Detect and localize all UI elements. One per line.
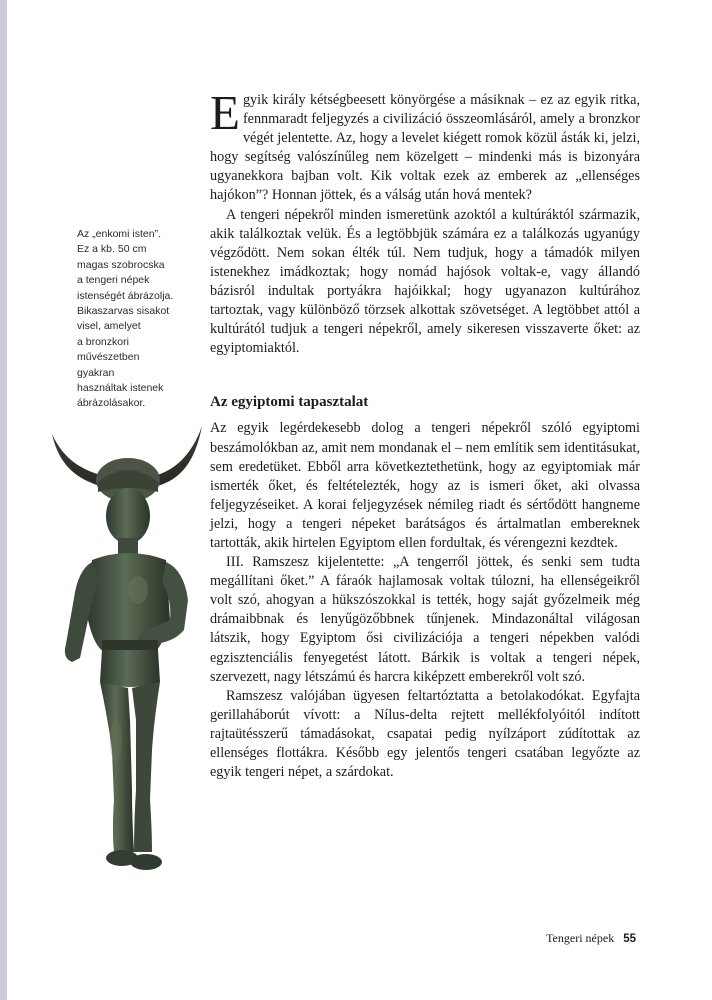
caption-line: használtak istenek (77, 382, 164, 395)
caption-line: Az „enkomi isten”. (77, 228, 162, 240)
caption-line: Bikaszarvas sisakot (77, 305, 170, 318)
caption-line: gyakran (77, 366, 115, 379)
paragraph: III. Ramszesz kijelentette: „A tengerről jöttek, és senki sem tudta megállítani őket.” A fáraók hajlamosak voltak túlozni, ha ellenségeikről volt szó, ahogyan a hükszószokkal is tették, hogy saját győzelmeik még drámaibbnak és lenyűgözőbbnek tűnjenek. Mindazonáltal világosan látszik, hogy Egyiptom ősi civilizációja a tengeri népekben valódi egzisztenciális fenyegetést látott. Bárkik is voltak a tengeri népek, szervezett, nagy létszámú és harcra kiképzett emberekről volt szó. (210, 554, 640, 685)
bronze-horned-god-statue-icon (42, 420, 214, 898)
page-number: 55 (623, 933, 636, 945)
caption-line: a tengeri népek (77, 274, 150, 287)
paragraph: A tengeri népekről minden ismeretünk azoktól a kultúráktól származik, akik találkoztak velük. És a legtöbbjük számára ez a találkozás ugyanúgy végződött. Nem sokan élték túl. Nem tudjuk, hogy a támadók milyen istenekhez imádkoztak; hogy nomád hajósok voltak-e, vagy állandó bázisról indultak portyákra hajóikkal; hogy ugyanazon kultúrához tartoztak, vagy különböző törzsek alkottak szövetséget. A legtöbbet attól a kultúrától tudjuk a tengeri népekről, amely sikeresen visszaverte őket: az egyiptomiaktól. (210, 206, 640, 357)
drop-cap: E (210, 85, 240, 140)
paragraph-text: gyik király kétségbeesett könyörgése a másiknak – ez az egyik ritka, fennmaradt feljegyzés a civilizáció összeomlásáról, amely a bronzkor végét jelentette. Az, hogy a levelet kiégett romok közül ásták ki, jelzi, hogy segítség valószínűleg nem közelgett – mindenki más is bizonyára ugyanekkora bajban volt. Kik voltak ezek az emberek az „ellenséges hajókon”? Honnan jöttek, és a válság után hová mentek? (210, 92, 640, 204)
page-footer (546, 931, 636, 946)
paragraph (210, 85, 640, 206)
paragraph: Ramszesz valójában ügyesen feltartóztatta a betolakodókat. Egyfajta gerillaháborút vívott: a Nílus-delta rejtett mellékfolyóitól indított rajtaütésszerű támadásokat, csapatai pedig nyílzáport zúdítottak az ellenséges flottákra. Később egy jelentős tengeri csatában legyőzte az egyik tengeri népet, a szárdokat. (210, 687, 640, 781)
caption-line: ábrázolásakor. (77, 397, 146, 410)
section-heading: Az egyiptomi tapasztalat (210, 394, 369, 411)
figure-caption (77, 227, 189, 412)
caption-line: a bronzkori (77, 335, 129, 348)
caption-line: magas szobrocska (77, 258, 165, 271)
caption-line: művészetben (77, 351, 140, 364)
paragraph: Az egyik legérdekesebb dolog a tengeri népekről szóló egyiptomi beszámolókban az, amit nem mondanak el – nem említik sem identitásukat, sem eredetüket. Ebből arra következtethetünk, hogy az egyiptomiak már ismerték őket, és feltételezték, hogy az is ismeri őket, aki olvassa feljegyzéseiket. A korai feljegyzések némileg riadt és sértődött hangneme jelzi, hogy a tengeri népeket barátságos és ártalmatlan embereknek tartották, akik hirtelen Egyiptom ellen fordultak, és vérengezni kezdtek. (210, 420, 640, 551)
page-spine-edge (0, 0, 7, 1000)
caption-line: Ez a kb. 50 cm (77, 243, 147, 256)
main-text-column (210, 85, 640, 782)
caption-line: istenségét ábrázolja. (77, 289, 174, 302)
caption-line: visel, amelyet (77, 320, 141, 333)
running-footer-title: Tengeri népek (546, 931, 615, 945)
